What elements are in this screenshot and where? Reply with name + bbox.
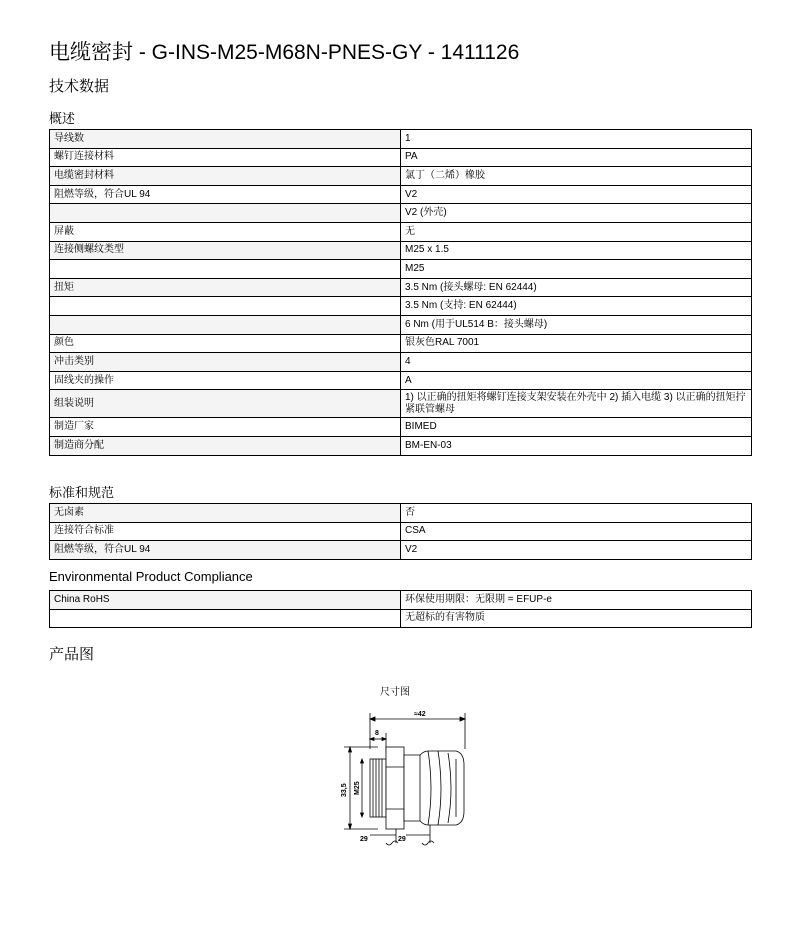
property-name: [50, 315, 401, 334]
property-name: 连接符合标准: [50, 522, 401, 541]
property-value: V2 (外壳): [401, 204, 752, 223]
dim-wrench-right: 29: [398, 836, 406, 843]
property-value: PA: [401, 148, 752, 167]
overview-table: [49, 129, 752, 456]
overview-row: [50, 371, 752, 390]
overview-row: [50, 278, 752, 297]
property-value: V2: [401, 185, 752, 204]
technical-data-heading: 技术数据: [49, 78, 110, 95]
property-name: 制造商分配: [50, 436, 401, 455]
property-value: CSA: [401, 522, 752, 541]
overview-heading: 概述: [49, 111, 76, 126]
product-image-heading: 产品图: [49, 646, 95, 663]
dimension-drawing: [330, 707, 480, 857]
property-value: 银灰色RAL 7001: [401, 334, 752, 353]
property-value: 无超标的有害物质: [401, 609, 752, 628]
property-value: M25: [401, 260, 752, 279]
dim-height: 33,5: [341, 783, 348, 797]
property-name: 阻燃等级，符合UL 94: [50, 541, 401, 560]
overview-row: [50, 260, 752, 279]
overview-row: [50, 185, 752, 204]
property-value: 1: [401, 130, 752, 149]
property-name: 制造厂家: [50, 418, 401, 437]
page-title: 电缆密封 - G-INS-M25-M68N-PNES-GY - 1411126: [49, 41, 520, 64]
dim-thread-length: 8: [375, 730, 379, 737]
property-name: [50, 204, 401, 223]
overview-row: [50, 334, 752, 353]
property-value: 3.5 Nm (接头螺母: EN 62444): [401, 278, 752, 297]
overview-row: [50, 436, 752, 455]
property-name: 阻燃等级，符合UL 94: [50, 185, 401, 204]
property-value: 6 Nm (用于UL514 B：接头螺母): [401, 315, 752, 334]
property-value: 1) 以正确的扭矩将螺钉连接支架安装在外壳中 2) 插入电缆 3) 以正确的扭矩拧紧联管螺母: [401, 390, 752, 418]
property-name: 固线夹的操作: [50, 371, 401, 390]
overview-row: [50, 167, 752, 186]
overview-row: [50, 148, 752, 167]
property-name: 导线数: [50, 130, 401, 149]
property-value: 无: [401, 222, 752, 241]
standards-row: [50, 522, 752, 541]
dim-overall-length: ≈42: [414, 711, 426, 718]
env-compliance-table: [49, 590, 752, 628]
property-value: 3.5 Nm (支持: EN 62444): [401, 297, 752, 316]
property-value: 4: [401, 353, 752, 372]
overview-row: [50, 315, 752, 334]
property-value: 否: [401, 504, 752, 523]
env-row: [50, 609, 752, 628]
property-value: 环保使用期限：无限期 = EFUP-e: [401, 591, 752, 610]
property-name: 扭矩: [50, 278, 401, 297]
env-compliance-heading: Environmental Product Compliance: [49, 569, 253, 584]
overview-row: [50, 204, 752, 223]
property-name: 屏蔽: [50, 222, 401, 241]
property-name: 电缆密封材料: [50, 167, 401, 186]
overview-row: [50, 390, 752, 418]
property-name: [50, 297, 401, 316]
overview-row: [50, 418, 752, 437]
property-name: 颜色: [50, 334, 401, 353]
property-name: [50, 609, 401, 628]
standards-row: [50, 504, 752, 523]
property-value: V2: [401, 541, 752, 560]
dim-thread-size: M25: [354, 781, 361, 795]
property-name: 组装说明: [50, 390, 401, 418]
overview-row: [50, 222, 752, 241]
overview-row: [50, 297, 752, 316]
standards-row: [50, 541, 752, 560]
overview-row: [50, 130, 752, 149]
overview-row: [50, 241, 752, 260]
property-name: [50, 260, 401, 279]
property-name: China RoHS: [50, 591, 401, 610]
env-row: [50, 591, 752, 610]
property-value: BIMED: [401, 418, 752, 437]
property-value: 氯丁（二烯）橡胶: [401, 167, 752, 186]
property-value: A: [401, 371, 752, 390]
property-value: M25 x 1.5: [401, 241, 752, 260]
standards-heading: 标准和规范: [49, 485, 115, 500]
dim-wrench-left: 29: [360, 836, 368, 843]
property-name: 连接侧螺纹类型: [50, 241, 401, 260]
standards-table: [49, 503, 752, 560]
dimension-drawing-title: 尺寸图: [380, 687, 410, 698]
property-name: 冲击类别: [50, 353, 401, 372]
overview-row: [50, 353, 752, 372]
property-name: 无卤素: [50, 504, 401, 523]
property-name: 螺钉连接材料: [50, 148, 401, 167]
property-value: BM-EN-03: [401, 436, 752, 455]
